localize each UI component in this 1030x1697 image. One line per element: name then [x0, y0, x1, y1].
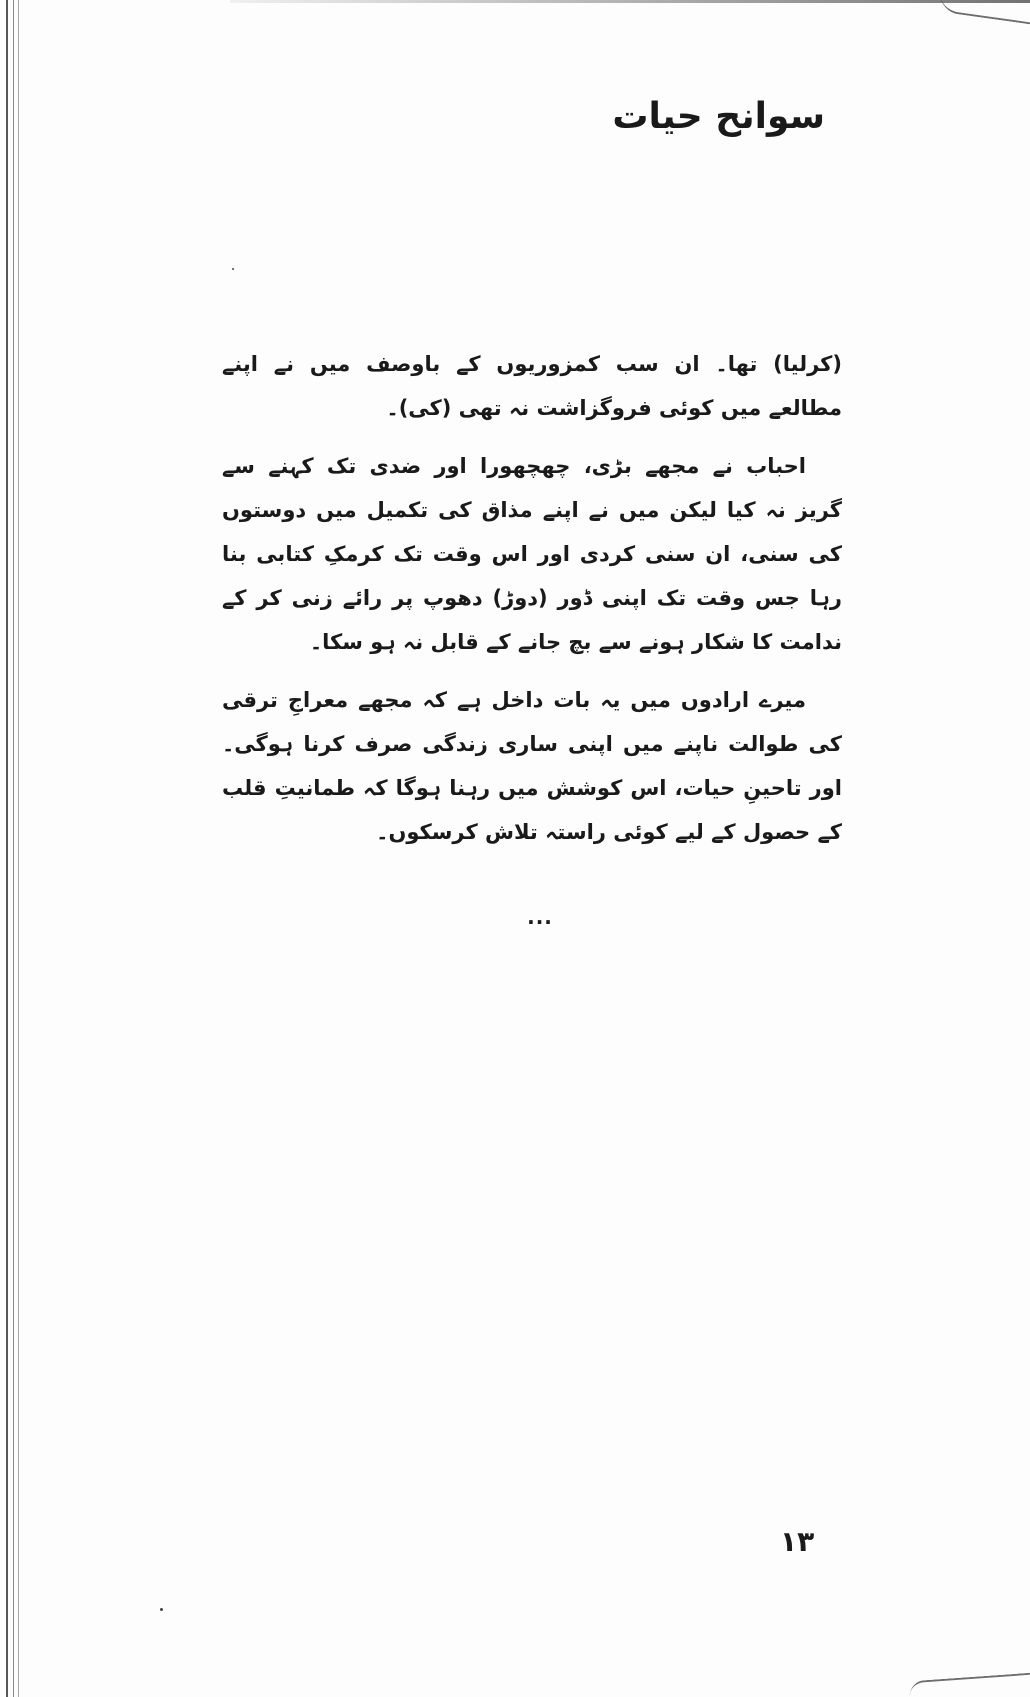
page-corner-curl-top	[940, 0, 1030, 24]
scan-speck	[160, 1608, 163, 1611]
body-text	[222, 342, 842, 868]
paragraph: (کرلیا) تھا۔ ان سب کمزوریوں کے باوصف میں نے اپنے مطالعے میں کوئی فروگزاشت نہ تھی (کی)۔	[222, 352, 842, 420]
paragraph: احباب نے مجھے بڑی، چھچھورا اور ضدی تک کہنے سے گریز نہ کیا لیکن میں نے اپنے مذاق کی تکمیل میں دوستوں کی سنی، ان سنی کردی اور اس وقت تک کرمکِ کتابی بنا رہا جس وقت تک اپنی ڈور (دوڑ) دھوپ پر رائے زنی کر کے ندامت کا شکار ہونے سے بچ جانے کے قابل نہ ہو سکا۔	[222, 454, 842, 654]
scan-top-shadow	[230, 0, 1030, 3]
page-number: ۱۳	[780, 1525, 815, 1558]
binding-edge-line	[13, 0, 14, 1697]
section-ellipsis: ...	[527, 905, 553, 929]
scan-speck	[232, 268, 234, 270]
page-title: سوانح حیات	[612, 96, 825, 137]
paragraph: میرے ارادوں میں یہ بات داخل ہے کہ مجھے معراجِ ترقی کی طوالت ناپنے میں اپنی ساری زندگی صرف کرنا ہوگی۔ اور تاحینِ حیات، اس کوشش میں رہنا ہوگا کہ طمانیتِ قلب کے حصول کے لیے کوئی راستہ تلاش کرسکوں۔	[222, 688, 842, 844]
page-corner-curl-bottom	[910, 1673, 1030, 1695]
binding-edge-line	[6, 0, 8, 1697]
binding-edge-line	[18, 0, 19, 1697]
